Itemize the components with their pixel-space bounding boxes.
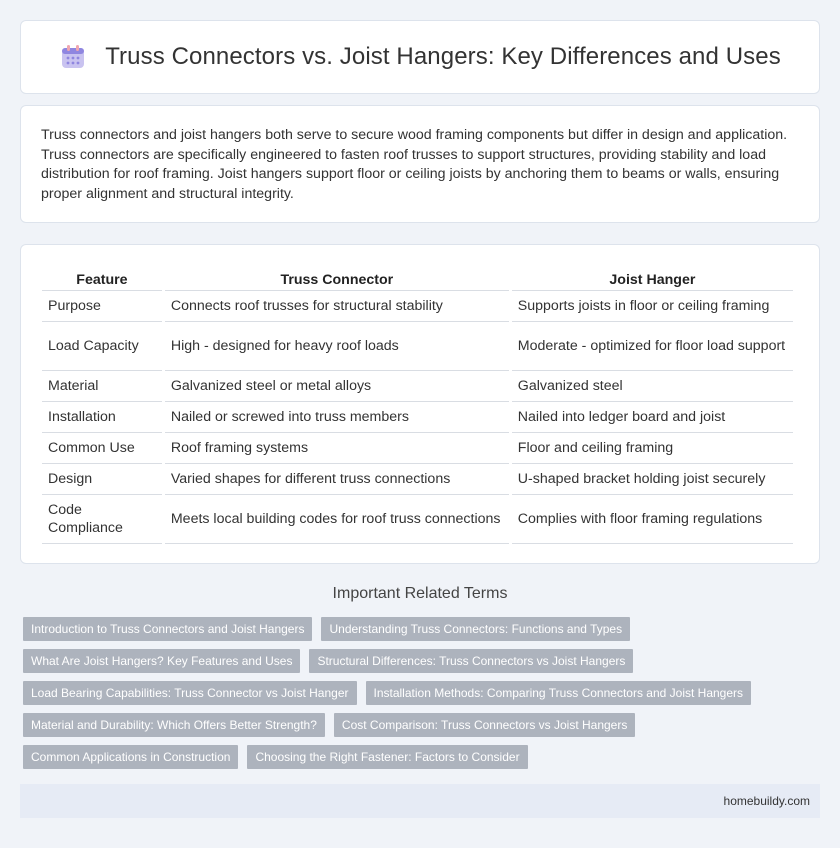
table-cell: Design xyxy=(42,464,162,495)
table-cell: Roof framing systems xyxy=(165,433,509,464)
page-title: Truss Connectors vs. Joist Hangers: Key Differences and Uses xyxy=(105,43,781,70)
related-term-tag[interactable]: Installation Methods: Comparing Truss Connectors and Joist Hangers xyxy=(366,681,752,705)
table-cell: Connects roof trusses for structural stability xyxy=(165,291,509,322)
related-term-tag[interactable]: Structural Differences: Truss Connectors vs Joist Hangers xyxy=(309,649,633,673)
comparison-table xyxy=(39,265,796,544)
table-cell: Moderate - optimized for floor load support xyxy=(512,322,793,371)
table-row xyxy=(42,322,793,371)
table-cell: Meets local building codes for roof truss connections xyxy=(165,495,509,544)
table-cell: Galvanized steel xyxy=(512,371,793,402)
related-term-tag[interactable]: What Are Joist Hangers? Key Features and Uses xyxy=(23,649,300,673)
related-terms-title: Important Related Terms xyxy=(332,585,508,602)
table-cell: Installation xyxy=(42,402,162,433)
table-row xyxy=(42,464,793,495)
header-card xyxy=(20,20,820,94)
related-term-tag[interactable]: Common Applications in Construction xyxy=(23,745,238,769)
related-term-tag[interactable]: Understanding Truss Connectors: Functions and Types xyxy=(321,617,630,641)
table-cell: Supports joists in floor or ceiling framing xyxy=(512,291,793,322)
table-row xyxy=(42,291,793,322)
related-term-tag[interactable]: Cost Comparison: Truss Connectors vs Joist Hangers xyxy=(334,713,635,737)
related-term-tag[interactable]: Introduction to Truss Connectors and Joist Hangers xyxy=(23,617,312,641)
related-term-tag[interactable]: Material and Durability: Which Offers Better Strength? xyxy=(23,713,325,737)
footer-bar xyxy=(20,784,820,818)
calendar-grid-icon xyxy=(59,43,87,71)
table-header-truss-connector: Truss Connector xyxy=(165,265,509,291)
related-term-tag[interactable]: Choosing the Right Fastener: Factors to Consider xyxy=(247,745,527,769)
table-cell: Common Use xyxy=(42,433,162,464)
footer-site-link[interactable]: homebuildy.com xyxy=(723,794,810,808)
table-row xyxy=(42,371,793,402)
table-cell: U-shaped bracket holding joist securely xyxy=(512,464,793,495)
table-cell: Varied shapes for different truss connections xyxy=(165,464,509,495)
table-cell: Code Compliance xyxy=(42,495,162,544)
table-cell: Floor and ceiling framing xyxy=(512,433,793,464)
table-row xyxy=(42,495,793,544)
table-cell: Nailed or screwed into truss members xyxy=(165,402,509,433)
table-header-feature: Feature xyxy=(42,265,162,291)
table-cell: High - designed for heavy roof loads xyxy=(165,322,509,371)
intro-card xyxy=(20,105,820,223)
table-cell: Load Capacity xyxy=(42,322,162,371)
related-term-tag[interactable]: Load Bearing Capabilities: Truss Connector vs Joist Hanger xyxy=(23,681,357,705)
table-header-joist-hanger: Joist Hanger xyxy=(512,265,793,291)
table-row xyxy=(42,433,793,464)
table-cell: Material xyxy=(42,371,162,402)
table-cell: Complies with floor framing regulations xyxy=(512,495,793,544)
table-cell: Purpose xyxy=(42,291,162,322)
table-row xyxy=(42,402,793,433)
intro-paragraph: Truss connectors and joist hangers both serve to secure wood framing components but differ in design and application. Truss connectors are specifically engineered to fasten roof trusses to support structures, providing stability and load distribution for roof framing. Joist hangers support floor or ceiling joists by anchoring them to beams or walls, ensuring proper alignment and structural integrity. xyxy=(41,127,788,202)
table-cell: Galvanized steel or metal alloys xyxy=(165,371,509,402)
related-terms-list xyxy=(23,617,813,777)
table-cell: Nailed into ledger board and joist xyxy=(512,402,793,433)
comparison-table-card xyxy=(20,244,820,564)
